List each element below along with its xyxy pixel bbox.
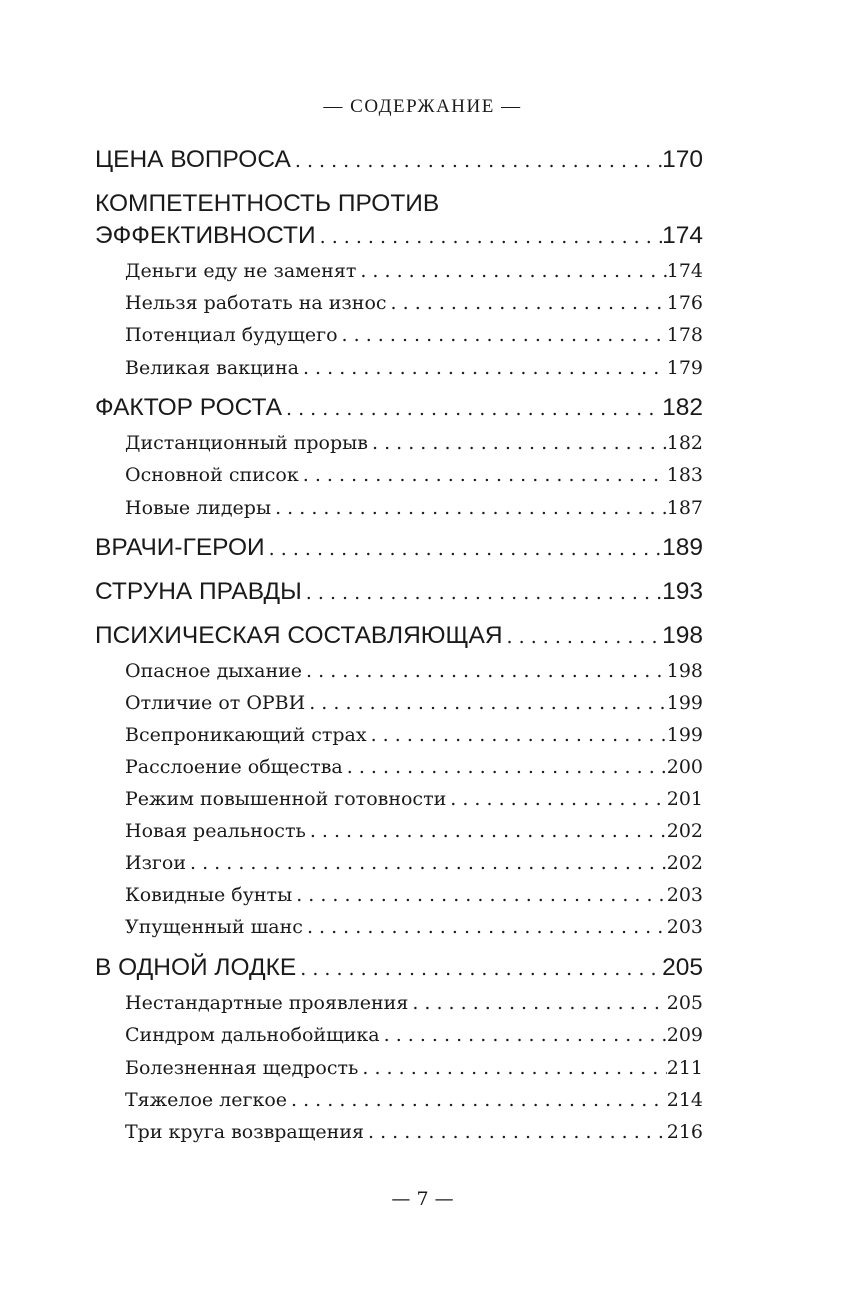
entry-title: Дистанционный прорыв	[125, 431, 368, 454]
dot-leader	[338, 324, 667, 346]
entry-page-number: 209	[666, 1023, 703, 1046]
entry-page-number: 216	[666, 1120, 703, 1143]
entry-title: Режим повышенной готовности	[125, 787, 447, 810]
entry-title: Упущенный шанс	[125, 915, 303, 938]
entry-page-number: 198	[662, 621, 703, 649]
entry-page-number: 182	[662, 393, 703, 421]
entry-title: Новые лидеры	[125, 496, 272, 519]
entry-page-number: 183	[666, 463, 703, 486]
dot-leader	[282, 394, 662, 422]
entry-title: Деньги еду не заменят	[125, 259, 357, 282]
dot-leader	[503, 622, 663, 650]
dot-leader	[380, 1024, 667, 1046]
dot-leader	[358, 1057, 666, 1079]
toc-section-entry	[95, 992, 703, 1014]
entry-page-number: 200	[666, 755, 703, 778]
toc-section-entry	[95, 324, 703, 346]
entry-title: Нельзя работать на износ	[125, 291, 387, 314]
entry-page-number: 203	[666, 915, 703, 938]
toc-section-entry	[95, 692, 703, 714]
toc-section-entry	[95, 916, 703, 938]
toc-chapter-entry	[95, 534, 703, 562]
dot-leader	[287, 1089, 667, 1111]
toc-section-entry	[95, 788, 703, 810]
entry-title: Потенциал будущего	[125, 323, 338, 346]
dot-leader	[271, 497, 667, 519]
toc-chapter-entry	[95, 190, 703, 218]
dot-leader	[343, 756, 667, 778]
entry-page-number: 182	[666, 431, 703, 454]
entry-page-number: 202	[666, 819, 703, 842]
dot-leader	[302, 660, 667, 682]
toc-section-entry	[95, 1057, 703, 1079]
entry-title: Три круга возвращения	[125, 1120, 364, 1143]
entry-page-number: 199	[666, 691, 703, 714]
entry-title: Синдром дальнобойщика	[125, 1023, 380, 1046]
dot-leader	[292, 884, 667, 906]
toc-section-entry	[95, 820, 703, 842]
toc-section-entry	[95, 260, 703, 282]
toc-section-entry	[95, 724, 703, 746]
entry-title: ЭФФЕКТИВНОСТИ	[95, 221, 316, 249]
toc-header: — СОДЕРЖАНИЕ —	[323, 96, 522, 117]
entry-title: ВРАЧИ-ГЕРОИ	[95, 533, 265, 561]
entry-title: ФАКТОР РОСТА	[95, 393, 283, 421]
entry-page-number: 214	[666, 1088, 703, 1111]
entry-title: Опасное дыхание	[125, 659, 303, 682]
dot-leader	[299, 464, 667, 486]
entry-page-number: 174	[662, 221, 703, 249]
dot-leader	[303, 916, 667, 938]
entry-title: Основной список	[125, 463, 299, 486]
entry-page-number: 205	[666, 991, 703, 1014]
entry-title: Новая реальность	[125, 819, 306, 842]
toc-chapter-entry	[95, 622, 703, 650]
toc-chapter-entry	[95, 394, 703, 422]
entry-page-number: 174	[666, 259, 703, 282]
page-number: — 7 —	[391, 1188, 454, 1210]
entry-title: ЦЕНА ВОПРОСА	[95, 145, 291, 173]
entry-title: СТРУНА ПРАВДЫ	[95, 577, 302, 605]
toc-section-entry	[95, 884, 703, 906]
toc-section-entry	[95, 1024, 703, 1046]
toc-chapter-entry	[95, 222, 703, 250]
dot-leader	[364, 1121, 667, 1143]
entry-title: Великая вакцина	[125, 356, 299, 379]
toc-chapter-entry	[95, 146, 703, 174]
entry-page-number: 202	[666, 851, 703, 874]
entry-page-number: 199	[666, 723, 703, 746]
toc-section-entry	[95, 660, 703, 682]
entry-page-number: 205	[662, 953, 703, 981]
entry-title: Всепроникающий страх	[125, 723, 367, 746]
dot-leader	[291, 146, 662, 174]
toc-section-entry	[95, 464, 703, 486]
toc-section-entry	[95, 1121, 703, 1143]
entry-title: Нестандартные проявления	[125, 991, 409, 1014]
entry-page-number: 179	[666, 356, 703, 379]
toc-section-entry	[95, 852, 703, 874]
entry-page-number: 187	[666, 496, 703, 519]
entry-title: Расслоение общества	[125, 755, 343, 778]
toc-section-entry	[95, 497, 703, 519]
entry-title: Ковидные бунты	[125, 883, 293, 906]
dot-leader	[387, 292, 667, 314]
dot-leader	[296, 954, 662, 982]
dot-leader	[186, 852, 667, 874]
toc-chapter-entry	[95, 578, 703, 606]
toc-chapter-entry	[95, 954, 703, 982]
dot-leader	[408, 992, 666, 1014]
dot-leader	[305, 692, 667, 714]
entry-page-number: 211	[666, 1056, 703, 1079]
dot-leader	[367, 724, 667, 746]
dot-leader	[368, 432, 667, 454]
dot-leader	[299, 357, 667, 379]
toc-section-entry	[95, 1089, 703, 1111]
entry-page-number: 201	[666, 787, 703, 810]
entry-title: Отличие от ОРВИ	[125, 691, 306, 714]
dot-leader	[306, 820, 667, 842]
entry-title: В ОДНОЙ ЛОДКЕ	[95, 953, 297, 981]
dot-leader	[302, 578, 662, 606]
entry-title: Тяжелое легкое	[125, 1088, 288, 1111]
dot-leader	[316, 222, 663, 250]
entry-title: Изгои	[125, 851, 186, 874]
dot-leader	[356, 260, 666, 282]
entry-page-number: 170	[662, 145, 703, 173]
entry-page-number: 178	[666, 323, 703, 346]
entry-page-number: 176	[666, 291, 703, 314]
toc-section-entry	[95, 292, 703, 314]
toc-section-entry	[95, 357, 703, 379]
entry-page-number: 203	[666, 883, 703, 906]
entry-page-number: 198	[666, 659, 703, 682]
dot-leader	[446, 788, 666, 810]
toc-section-entry	[95, 432, 703, 454]
entry-page-number: 189	[662, 533, 703, 561]
entry-page-number: 193	[662, 577, 703, 605]
dot-leader	[265, 534, 662, 562]
entry-title: ПСИХИЧЕСКАЯ СОСТАВЛЯЮЩАЯ	[95, 621, 503, 649]
toc-section-entry	[95, 756, 703, 778]
entry-title: Болезненная щедрость	[125, 1056, 359, 1079]
entry-title: КОМПЕТЕНТНОСТЬ ПРОТИВ	[95, 189, 440, 217]
